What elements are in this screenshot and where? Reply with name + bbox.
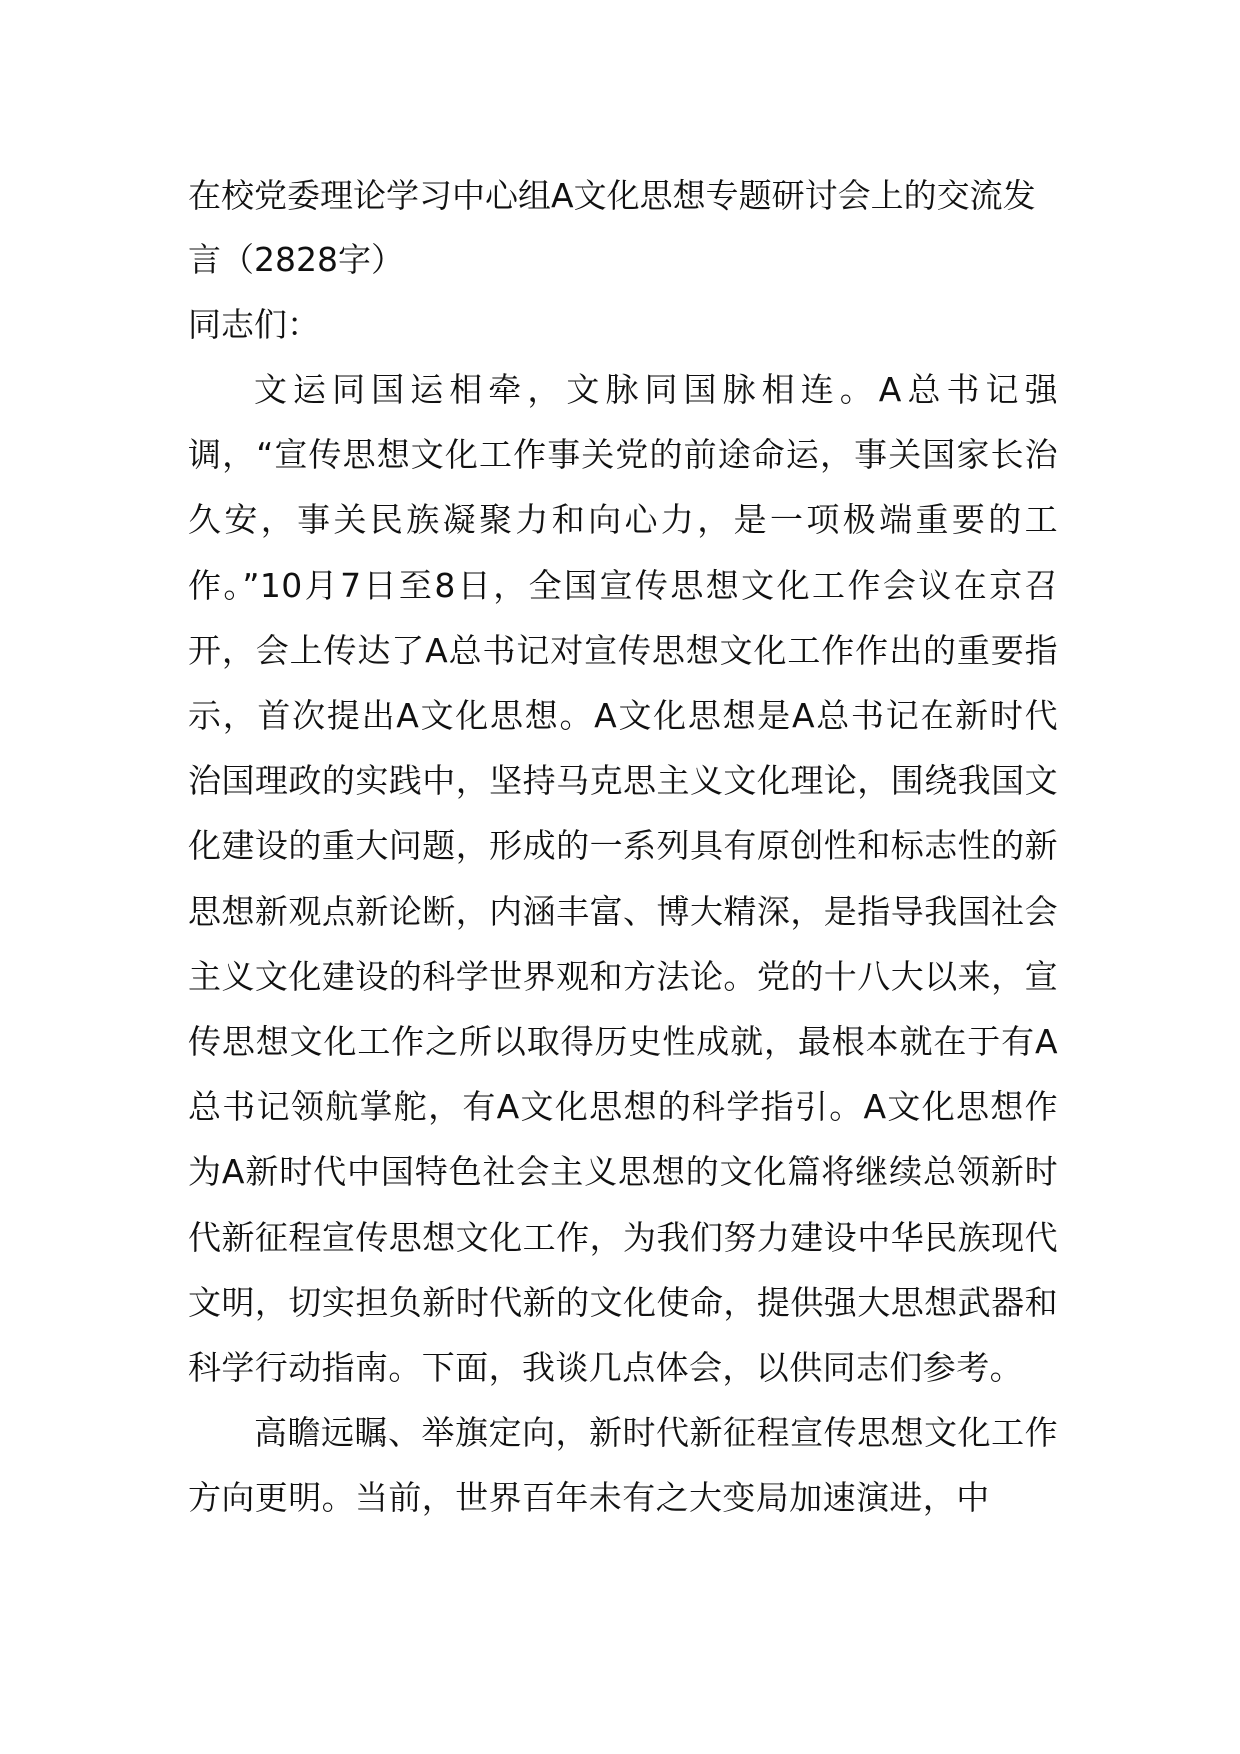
- salutation: 同志们：: [188, 305, 320, 344]
- document-title: 在校党委理论学习中心组A文化思想专题研讨会上的交流发言（2828字）: [188, 176, 1036, 279]
- paragraph-2: 高瞻远瞩、举旗定向，新时代新征程宣传思想文化工作方向更明。当前，世界百年未有之大变局加速演进，中: [188, 1413, 1058, 1518]
- paragraph-1: 文运同国运相牵，文脉同国脉相连。A总书记强调，“宣传思想文化工作事关党的前途命运，事关国家长治久安，事关民族凝聚力和向心力，是一项极端重要的工作。”10月7日至8日，全国宣传思想文化工作会议在京召开，会上传达了A总书记对宣传思想文化工作作出的重要指示，首次提出A文化思想。A文化思想是A总书记在新时代治国理政的实践中，坚持马克思主义文化理论，围绕我国文化建设的重大问题，形成的一系列具有原创性和标志性的新思想新观点新论断，内涵丰富、博大精深，是指导我国社会主义文化建设的科学世界观和方法论。党的十八大以来，宣传思想文化工作之所以取得历史性成就，最根本就在于有A总书记领航掌舵，有A文化思想的科学指引。A文化思想作为A新时代中国特色社会主义思想的文化篇将继续总领新时代新征程宣传思想文化工作，为我们努力建设中华民族现代文明，切实担负新时代新的文化使命，提供强大思想武器和科学行动指南。下面，我谈几点体会，以供同志们参考。: [188, 370, 1058, 1388]
- document-page: [188, 164, 1058, 1531]
